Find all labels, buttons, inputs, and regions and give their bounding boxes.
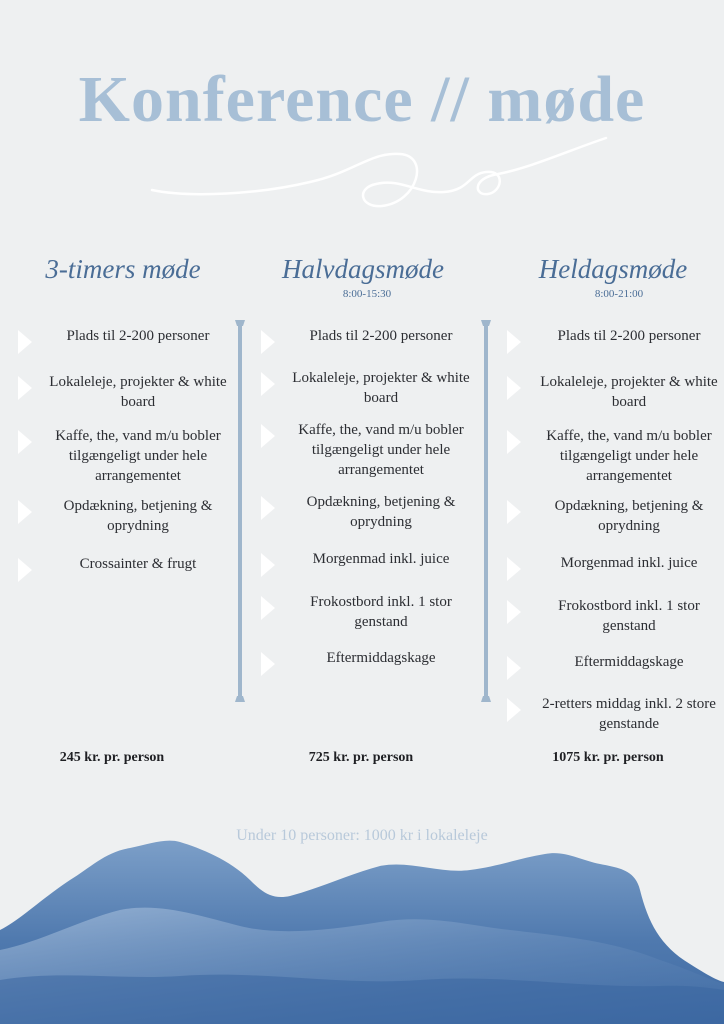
arrow-icon (507, 430, 521, 454)
item-text: Crossainter & frugt (79, 556, 197, 572)
arrow-icon (261, 424, 275, 448)
arrow-icon (261, 330, 275, 354)
item-text: Plads til 2-200 personer (66, 328, 210, 344)
column-divider (479, 318, 493, 704)
footer-note: Under 10 personer: 1000 kr i lokaleleje (236, 827, 488, 844)
arrow-icon (18, 330, 32, 354)
price-3-timers: 245 kr. pr. person (59, 750, 165, 765)
item-text: Opdækning, betjening & oprydning (306, 494, 456, 530)
item-text: Eftermiddagskage (326, 650, 436, 666)
arrow-icon (18, 376, 32, 400)
arrow-icon (261, 372, 275, 396)
watercolor-mountains (0, 830, 724, 1024)
arrow-icon (18, 430, 32, 454)
column-halvdag (243, 254, 483, 666)
item-text: 2-retters middag inkl. 2 store genstande (542, 696, 716, 732)
arrow-icon (18, 558, 32, 582)
column-3-timers (0, 254, 240, 572)
arrow-icon (261, 652, 275, 676)
arrow-icon (507, 656, 521, 680)
item-text: Kaffe, the, vand m/u bobler tilgængeligt under hele arrangementet (55, 428, 221, 484)
column-hours: 8:00-21:00 (594, 288, 644, 300)
arrow-icon (18, 500, 32, 524)
arrow-icon (261, 496, 275, 520)
item-text: Plads til 2-200 personer (309, 328, 453, 344)
item-text: Opdækning, betjening & oprydning (63, 498, 213, 534)
column-title: Halvdagsmøde (282, 254, 444, 284)
item-text: Morgenmad inkl. juice (312, 551, 450, 567)
column-divider (233, 318, 247, 704)
arrow-icon (507, 600, 521, 624)
column-hours (0, 288, 240, 302)
arrow-icon (507, 500, 521, 524)
arrow-icon (507, 330, 521, 354)
arrow-icon (261, 596, 275, 620)
item-text: Lokaleleje, projekter & white board (292, 370, 470, 406)
item-text: Eftermiddagskage (574, 654, 684, 670)
column-heldag (487, 254, 724, 732)
page-title: Konference // møde (78, 63, 646, 136)
item-text: Frokostbord inkl. 1 stor genstand (558, 598, 700, 634)
arrow-icon (507, 376, 521, 400)
item-text: Frokostbord inkl. 1 stor genstand (310, 594, 452, 630)
arrow-icon (507, 557, 521, 581)
price-heldag: 1075 kr. pr. person (552, 750, 664, 765)
item-text: Plads til 2-200 personer (557, 328, 701, 344)
arrow-icon (261, 553, 275, 577)
item-text: Kaffe, the, vand m/u bobler tilgængeligt under hele arrangementet (546, 428, 712, 484)
item-text: Morgenmad inkl. juice (560, 555, 698, 571)
price-halvdag: 725 kr. pr. person (308, 750, 414, 765)
arrow-icon (507, 698, 521, 722)
item-text: Opdækning, betjening & oprydning (554, 498, 704, 534)
item-text: Lokaleleje, projekter & white board (49, 374, 227, 410)
column-hours: 8:00-15:30 (342, 288, 392, 300)
column-title: 3-timers møde (45, 254, 201, 284)
item-text: Kaffe, the, vand m/u bobler tilgængeligt under hele arrangementet (298, 422, 464, 478)
swirl-ornament (150, 132, 610, 222)
item-text: Lokaleleje, projekter & white board (540, 374, 718, 410)
column-title: Heldagsmøde (538, 254, 688, 284)
